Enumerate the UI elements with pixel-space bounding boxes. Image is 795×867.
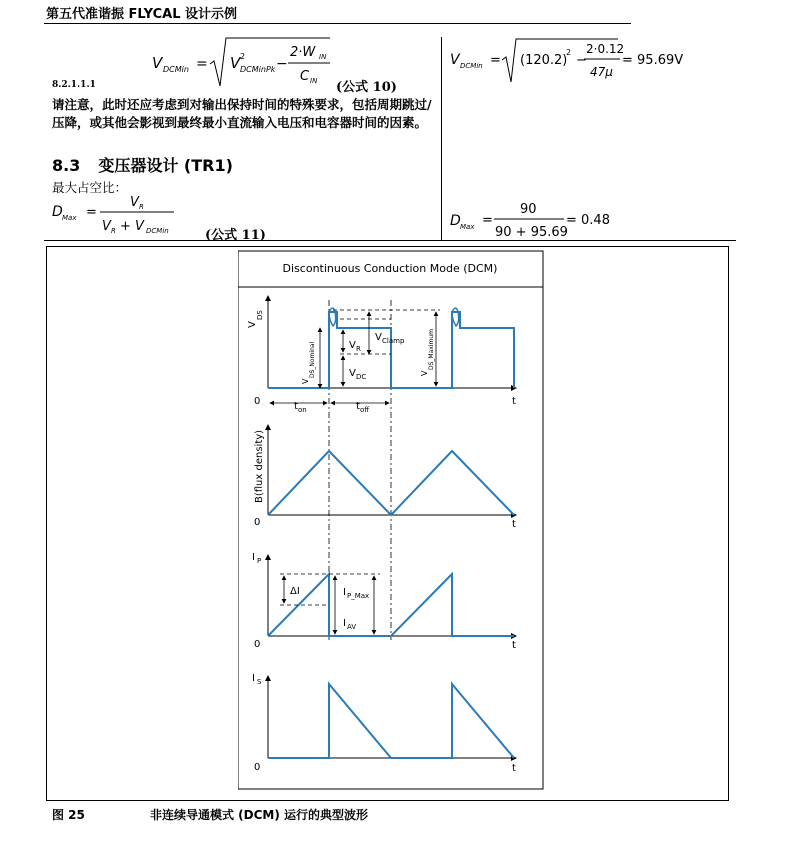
svg-text:AV: AV: [347, 623, 357, 631]
formula-10-label: (公式 10): [336, 80, 397, 95]
svg-text:V: V: [349, 340, 356, 351]
svg-text:−: −: [576, 53, 587, 68]
svg-text:V: V: [230, 54, 241, 72]
svg-text:R: R: [356, 345, 361, 353]
svg-text:V: V: [301, 378, 310, 384]
formula-11-label: (公式 11): [205, 228, 266, 243]
svg-text:=: =: [86, 205, 97, 220]
svg-text:=: =: [482, 213, 493, 228]
svg-text:V: V: [420, 370, 429, 376]
svg-text:I: I: [252, 673, 255, 684]
svg-text:P: P: [257, 557, 262, 565]
svg-text:V: V: [450, 52, 460, 68]
svg-text:D: D: [52, 204, 63, 220]
svg-text:V: V: [247, 321, 258, 328]
section-heading: [52, 153, 233, 176]
svg-text:DC: DC: [356, 373, 367, 381]
dcm-diagram: [238, 250, 544, 790]
svg-text:Clamp: Clamp: [382, 337, 405, 345]
svg-text:t: t: [356, 401, 360, 412]
figure-number: 图 25: [52, 808, 85, 822]
svg-text:IN: IN: [310, 77, 318, 85]
svg-text:I: I: [343, 618, 346, 629]
svg-text:−: −: [276, 56, 288, 72]
section-title: 变压器设计 (TR1): [98, 156, 233, 175]
svg-text:Max: Max: [62, 214, 77, 222]
svg-text:t: t: [512, 519, 516, 530]
svg-text:D: D: [450, 213, 461, 229]
svg-text:R: R: [139, 203, 144, 211]
svg-text:DCMin: DCMin: [163, 65, 189, 74]
svg-text:Max: Max: [460, 223, 475, 231]
note-paragraph: 请注意，此时还应考虑到对输出保持时间的特殊要求，包括周期跳过/压降，或其他会影视到最终最小直流输入电压和电容器时间的因素。: [52, 97, 432, 130]
svg-text:2: 2: [566, 48, 572, 57]
svg-text:2·0.12: 2·0.12: [586, 42, 625, 56]
section-number: 8.3: [52, 156, 81, 175]
svg-text:DCMin: DCMin: [146, 227, 169, 235]
svg-text:B(flux density): B(flux density): [254, 429, 265, 503]
svg-text:t: t: [512, 396, 516, 407]
svg-text:C: C: [300, 69, 310, 84]
svg-text:0: 0: [254, 517, 261, 528]
section-number-small: 8.2.1.1.1: [52, 80, 96, 90]
svg-text:I: I: [252, 552, 255, 563]
svg-text:V: V: [375, 332, 382, 343]
formula-vdcmin-numeric: [448, 36, 698, 86]
svg-text:P_Max: P_Max: [347, 592, 370, 600]
formula-bottom-rule: [44, 240, 736, 241]
figure-caption: 非连续导通模式 (DCM) 运行的典型波形: [150, 808, 369, 822]
svg-text:S: S: [257, 678, 262, 686]
svg-text:47μ: 47μ: [590, 65, 613, 79]
svg-text:0: 0: [254, 396, 261, 407]
svg-text:0: 0: [254, 762, 261, 773]
svg-text:on: on: [298, 406, 307, 414]
svg-text:DS_Nominal: DS_Nominal: [309, 341, 316, 378]
formula-dmax-numeric: [448, 198, 628, 242]
svg-text:=: =: [490, 53, 501, 68]
svg-text:0: 0: [254, 639, 261, 650]
svg-text:R: R: [111, 227, 116, 235]
svg-text:V: V: [152, 54, 163, 72]
svg-text:V: V: [102, 219, 111, 234]
svg-text:t: t: [294, 401, 298, 412]
svg-text:I: I: [343, 587, 346, 598]
svg-text:DCMin: DCMin: [460, 62, 483, 70]
header-rule: [44, 23, 631, 24]
svg-text:ΔI: ΔI: [290, 586, 300, 597]
svg-text:off: off: [360, 406, 370, 414]
svg-text:90: 90: [520, 202, 537, 217]
svg-text:= 0.48: = 0.48: [566, 213, 610, 228]
formula-dmax-symbolic: [50, 192, 200, 238]
svg-text:V: V: [349, 368, 356, 379]
svg-text:= 95.69V: = 95.69V: [622, 53, 684, 68]
svg-text:t: t: [512, 763, 516, 774]
svg-text:90 + 95.69: 90 + 95.69: [495, 225, 568, 240]
formula-vertical-divider: [441, 37, 442, 241]
max-duty-label: 最大占空比：: [52, 180, 128, 195]
svg-text:2: 2: [240, 52, 246, 61]
svg-text:DS: DS: [256, 310, 264, 320]
svg-text:2·W: 2·W: [290, 45, 316, 60]
svg-text:=: =: [196, 56, 208, 72]
svg-text:+ V: + V: [120, 219, 144, 234]
svg-text:t: t: [512, 640, 516, 651]
svg-text:DCMinPk: DCMinPk: [240, 65, 276, 74]
diagram-title: Discontinuous Conduction Mode (DCM): [282, 262, 498, 275]
svg-text:(120.2): (120.2): [520, 53, 568, 68]
svg-text:DS_Maximum: DS_Maximum: [428, 329, 435, 370]
svg-text:IN: IN: [319, 53, 327, 61]
header-title: 第五代准谐振 FLYCAL 设计示例: [46, 7, 238, 22]
svg-text:V: V: [130, 195, 139, 210]
